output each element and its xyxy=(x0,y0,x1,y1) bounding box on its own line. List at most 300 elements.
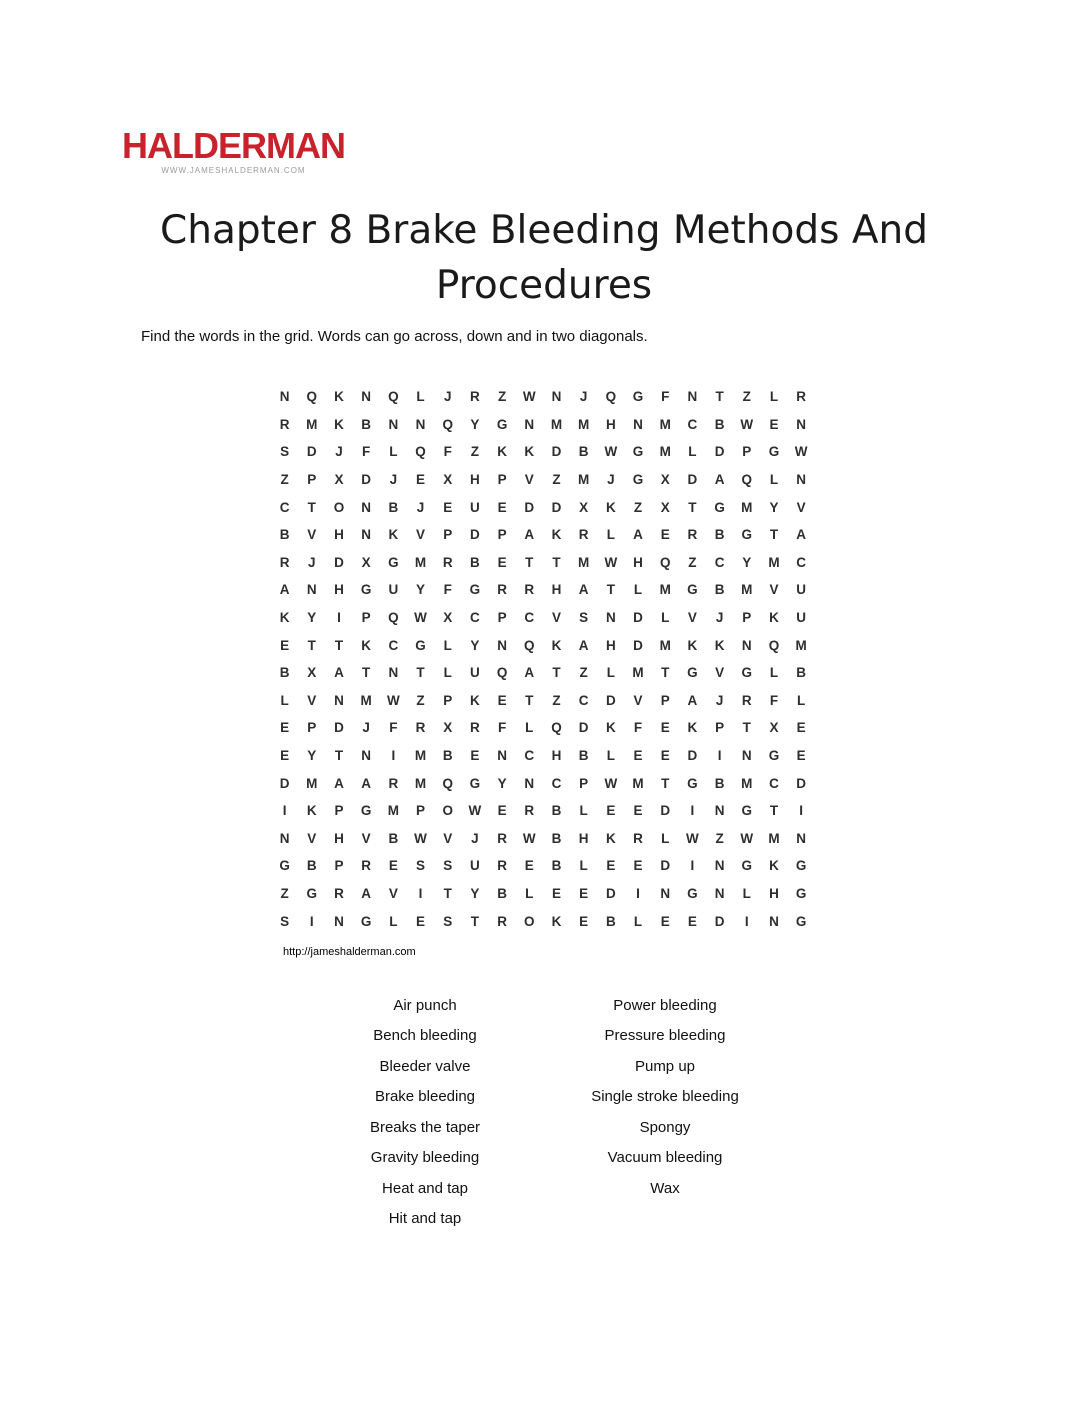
word-search-grid xyxy=(271,383,815,935)
word-list-item: Breaks the taper xyxy=(369,1118,481,1136)
grid-cell: G xyxy=(741,665,753,681)
grid-cell: K xyxy=(497,444,507,460)
grid-cell: Q xyxy=(605,389,617,405)
grid-cell: K xyxy=(334,389,344,405)
grid-cell: B xyxy=(551,830,562,846)
grid-cell: L xyxy=(606,748,615,764)
grid-cell: B xyxy=(279,527,290,543)
grid-cell: C xyxy=(796,554,807,570)
grid-cell: W xyxy=(794,444,808,460)
grid-cell: S xyxy=(280,913,290,929)
grid-cell: W xyxy=(604,775,618,791)
logo-text: HALDERMAN xyxy=(122,125,345,166)
grid-cell: E xyxy=(633,858,643,874)
word-list-right xyxy=(539,990,791,1204)
grid-cell: Z xyxy=(633,499,643,515)
grid-cell: I xyxy=(690,803,695,819)
grid-cell: Y xyxy=(416,582,426,598)
grid-cell: J xyxy=(715,610,724,626)
grid-cell: Q xyxy=(306,389,318,405)
grid-cell: A xyxy=(633,527,643,543)
grid-cell: R xyxy=(470,389,480,405)
grid-cell: F xyxy=(362,444,371,460)
grid-cell: M xyxy=(632,775,644,791)
grid-cell: E xyxy=(579,885,589,901)
grid-cell: T xyxy=(769,803,779,819)
grid-cell: L xyxy=(525,885,534,901)
grid-cell: B xyxy=(470,554,480,570)
grid-cell: K xyxy=(306,803,317,819)
grid-cell: L xyxy=(389,913,398,929)
grid-cell: K xyxy=(279,610,290,626)
grid-cell: L xyxy=(742,885,751,901)
grid-cell: Z xyxy=(552,692,561,708)
grid-cell: E xyxy=(524,858,534,874)
grid-cell: G xyxy=(687,775,698,791)
grid-cell: E xyxy=(470,748,480,764)
grid-cell: I xyxy=(418,885,423,901)
grid-cell: L xyxy=(633,582,643,598)
grid-cell: V xyxy=(715,665,725,681)
grid-cell: D xyxy=(524,499,535,515)
grid-cell: T xyxy=(362,665,371,681)
grid-cell: V xyxy=(361,830,371,846)
grid-cell: K xyxy=(605,830,616,846)
grid-cell: L xyxy=(443,637,452,653)
grid-cell: E xyxy=(660,748,670,764)
grid-cell: G xyxy=(768,748,780,764)
grid-cell: P xyxy=(497,527,507,543)
grid-cell: N xyxy=(497,637,507,653)
grid-cell: M xyxy=(578,472,590,488)
grid-cell: A xyxy=(796,527,807,543)
grid-cell: G xyxy=(632,444,644,460)
grid-cell: T xyxy=(742,720,751,736)
grid-cell: R xyxy=(796,389,807,405)
grid-cell: W xyxy=(468,803,482,819)
grid-cell: J xyxy=(715,692,724,708)
grid-cell: F xyxy=(661,389,670,405)
grid-cell: N xyxy=(741,637,752,653)
grid-cell: K xyxy=(551,637,562,653)
grid-cell: L xyxy=(797,692,806,708)
grid-cell: G xyxy=(632,472,644,488)
grid-cell: R xyxy=(741,692,752,708)
grid-cell: Q xyxy=(741,472,753,488)
grid-cell: X xyxy=(307,665,317,681)
grid-cell: S xyxy=(443,913,453,929)
grid-cell: Z xyxy=(715,830,724,846)
grid-cell: F xyxy=(389,720,398,736)
word-list-item: Bench bleeding xyxy=(373,1027,477,1045)
grid-cell: I xyxy=(744,913,749,929)
grid-cell: Z xyxy=(688,554,697,570)
grid-cell: U xyxy=(388,582,399,598)
word-list-item: Vacuum bleeding xyxy=(607,1149,723,1167)
grid-cell: G xyxy=(360,803,372,819)
grid-cell: T xyxy=(552,554,561,570)
grid-cell: E xyxy=(687,913,697,929)
grid-cell: G xyxy=(388,554,399,570)
grid-cell: N xyxy=(714,858,725,874)
grid-cell: H xyxy=(551,582,562,598)
grid-cell: N xyxy=(388,416,399,432)
grid-cell: P xyxy=(361,610,371,626)
grid-cell: V xyxy=(388,885,398,901)
grid-cell: N xyxy=(497,748,507,764)
logo-subtext: WWW.JAMESHALDERMAN.COM xyxy=(161,166,306,175)
grid-cell: Y xyxy=(470,885,480,901)
grid-cell: C xyxy=(524,748,535,764)
grid-cell: M xyxy=(659,416,671,432)
grid-cell: K xyxy=(551,913,562,929)
word-list-item: Spongy xyxy=(639,1118,691,1136)
grid-cell: X xyxy=(361,554,371,570)
grid-cell: L xyxy=(443,665,452,681)
grid-cell: X xyxy=(660,472,670,488)
grid-cell: I xyxy=(309,913,314,929)
grid-cell: S xyxy=(579,610,589,626)
grid-cell: Y xyxy=(497,775,507,791)
grid-cell: F xyxy=(633,720,643,736)
grid-cell: Q xyxy=(442,775,453,791)
word-list-item: Pressure bleeding xyxy=(604,1027,726,1045)
grid-cell: H xyxy=(334,830,344,846)
grid-cell: Z xyxy=(742,389,751,405)
grid-cell: M xyxy=(795,637,807,653)
grid-cell: J xyxy=(335,444,343,460)
grid-cell: N xyxy=(633,416,643,432)
grid-cell: J xyxy=(362,720,370,736)
grid-cell: P xyxy=(416,803,426,819)
grid-cell: G xyxy=(469,775,481,791)
grid-cell: N xyxy=(361,499,372,515)
grid-cell: X xyxy=(334,472,344,488)
grid-cell: D xyxy=(605,885,616,901)
grid-cell: K xyxy=(470,692,480,708)
grid-cell: R xyxy=(497,858,507,874)
grid-cell: B xyxy=(796,665,807,681)
grid-cell: R xyxy=(687,527,698,543)
grid-cell: C xyxy=(769,775,779,791)
grid-cell: N xyxy=(769,913,779,929)
grid-cell: F xyxy=(497,720,507,736)
grid-cell: B xyxy=(714,582,725,598)
grid-cell: M xyxy=(741,499,753,515)
grid-cell: J xyxy=(308,554,316,570)
grid-cell: R xyxy=(524,582,535,598)
grid-cell: U xyxy=(470,665,480,681)
grid-cell: G xyxy=(687,885,698,901)
grid-cell: L xyxy=(389,444,398,460)
grid-cell: P xyxy=(742,610,752,626)
grid-cell: G xyxy=(469,582,481,598)
grid-cell: E xyxy=(606,803,616,819)
grid-cell: K xyxy=(687,637,698,653)
grid-cell: V xyxy=(307,830,317,846)
grid-cell: T xyxy=(416,665,425,681)
grid-cell: V xyxy=(796,499,806,515)
grid-cell: D xyxy=(633,637,643,653)
grid-cell: I xyxy=(717,748,722,764)
grid-cell: R xyxy=(633,830,643,846)
grid-cell: H xyxy=(769,885,779,901)
grid-cell: D xyxy=(470,527,480,543)
grid-cell: X xyxy=(769,720,779,736)
grid-cell: S xyxy=(416,858,426,874)
grid-cell: C xyxy=(551,775,562,791)
grid-cell: H xyxy=(633,554,643,570)
grid-cell: D xyxy=(714,913,725,929)
grid-cell: O xyxy=(524,913,535,929)
grid-cell: H xyxy=(470,472,480,488)
grid-cell: A xyxy=(361,885,372,901)
grid-cell: N xyxy=(334,692,344,708)
grid-cell: M xyxy=(306,416,318,432)
grid-cell: W xyxy=(386,692,400,708)
grid-cell: D xyxy=(660,858,671,874)
grid-cell: E xyxy=(606,858,616,874)
grid-cell: I xyxy=(337,610,341,626)
grid-cell: L xyxy=(606,665,615,681)
grid-cell: W xyxy=(522,830,536,846)
grid-cell: A xyxy=(524,665,535,681)
grid-cell: A xyxy=(524,527,535,543)
grid-cell: N xyxy=(361,748,372,764)
grid-cell: M xyxy=(659,582,671,598)
grid-cell: L xyxy=(579,803,588,819)
grid-cell: N xyxy=(714,803,725,819)
grid-cell: V xyxy=(307,692,317,708)
source-url-link[interactable]: http://jameshalderman.com xyxy=(283,946,416,958)
grid-cell: B xyxy=(578,444,589,460)
grid-cell: G xyxy=(632,389,644,405)
grid-cell: V xyxy=(551,610,561,626)
grid-cell: W xyxy=(522,389,536,405)
grid-cell: L xyxy=(769,472,779,488)
grid-cell: E xyxy=(579,913,589,929)
grid-cell: P xyxy=(307,720,317,736)
grid-cell: E xyxy=(551,885,561,901)
grid-cell: E xyxy=(633,803,643,819)
grid-cell: K xyxy=(551,527,562,543)
grid-cell: Q xyxy=(659,554,671,570)
grid-cell: X xyxy=(443,610,453,626)
grid-cell: E xyxy=(796,720,806,736)
grid-cell: A xyxy=(361,775,372,791)
grid-cell: N xyxy=(524,416,535,432)
grid-cell: N xyxy=(415,416,426,432)
grid-cell: A xyxy=(578,637,589,653)
grid-cell: D xyxy=(687,748,698,764)
grid-cell: H xyxy=(551,748,562,764)
grid-cell: A xyxy=(334,665,344,681)
grid-cell: L xyxy=(633,913,643,929)
grid-cell: E xyxy=(280,637,290,653)
grid-cell: G xyxy=(795,885,807,901)
grid-cell: J xyxy=(579,389,588,405)
grid-cell: N xyxy=(361,389,372,405)
grid-cell: E xyxy=(280,748,290,764)
grid-cell: S xyxy=(443,858,453,874)
grid-cell: G xyxy=(741,803,753,819)
grid-cell: K xyxy=(361,637,372,653)
grid-cell: W xyxy=(414,830,427,846)
grid-cell: J xyxy=(416,499,425,515)
grid-cell: R xyxy=(470,720,480,736)
grid-cell: P xyxy=(579,775,589,791)
grid-cell: E xyxy=(497,692,507,708)
word-list-item: Wax xyxy=(650,1179,680,1197)
grid-cell: C xyxy=(687,416,698,432)
grid-cell: L xyxy=(280,692,289,708)
grid-cell: V xyxy=(687,610,697,626)
grid-cell: Y xyxy=(307,748,317,764)
word-list-left xyxy=(299,990,551,1234)
grid-cell: D xyxy=(334,554,344,570)
grid-cell: D xyxy=(687,472,698,488)
grid-cell: X xyxy=(443,472,453,488)
grid-cell: V xyxy=(443,830,453,846)
grid-cell: W xyxy=(686,830,699,846)
grid-cell: R xyxy=(388,775,399,791)
grid-cell: E xyxy=(497,803,507,819)
grid-cell: W xyxy=(740,416,754,432)
grid-cell: F xyxy=(769,692,779,708)
grid-cell: G xyxy=(415,637,426,653)
grid-cell: N xyxy=(796,472,807,488)
grid-cell: M xyxy=(360,692,372,708)
grid-cell: Y xyxy=(470,416,480,432)
word-list-item: Brake bleeding xyxy=(374,1088,476,1106)
grid-cell: H xyxy=(578,830,589,846)
grid-cell: C xyxy=(470,610,480,626)
grid-cell: D xyxy=(633,610,643,626)
grid-cell: E xyxy=(497,554,507,570)
grid-cell: B xyxy=(605,913,616,929)
grid-cell: N xyxy=(279,830,290,846)
grid-cell: B xyxy=(279,665,290,681)
grid-cell: Q xyxy=(768,637,780,653)
grid-cell: G xyxy=(687,665,698,681)
grid-cell: N xyxy=(714,885,725,901)
grid-cell: T xyxy=(525,692,534,708)
grid-cell: U xyxy=(796,582,807,598)
grid-cell: L xyxy=(769,665,779,681)
grid-cell: M xyxy=(578,554,590,570)
grid-cell: L xyxy=(688,444,697,460)
grid-cell: E xyxy=(416,913,426,929)
grid-cell: P xyxy=(307,472,317,488)
grid-cell: B xyxy=(388,830,399,846)
word-list-item: Power bleeding xyxy=(613,996,717,1014)
grid-cell: B xyxy=(551,858,562,874)
grid-cell: V xyxy=(416,527,426,543)
grid-cell: T xyxy=(443,885,452,901)
grid-cell: M xyxy=(768,554,780,570)
grid-cell: P xyxy=(660,692,670,708)
grid-cell: M xyxy=(659,637,671,653)
grid-cell: Z xyxy=(497,389,507,405)
grid-cell: C xyxy=(388,637,399,653)
grid-cell: D xyxy=(796,775,807,791)
grid-cell: L xyxy=(606,527,615,543)
grid-cell: K xyxy=(769,610,779,626)
grid-cell: T xyxy=(606,582,615,598)
grid-cell: C xyxy=(279,499,290,515)
grid-cell: O xyxy=(442,803,453,819)
grid-cell: N xyxy=(551,389,562,405)
grid-cell: E xyxy=(660,720,670,736)
grid-cell: T xyxy=(470,913,480,929)
grid-cell: B xyxy=(442,748,453,764)
grid-cell: J xyxy=(443,389,452,405)
grid-cell: E xyxy=(796,748,806,764)
grid-cell: E xyxy=(388,858,398,874)
title-line-2: Procedures xyxy=(435,263,653,308)
grid-cell: L xyxy=(661,610,670,626)
grid-cell: G xyxy=(795,858,807,874)
grid-cell: R xyxy=(442,554,453,570)
grid-cell: R xyxy=(497,830,507,846)
grid-cell: D xyxy=(551,499,562,515)
grid-cell: Z xyxy=(416,692,425,708)
grid-cell: W xyxy=(414,610,427,626)
grid-cell: R xyxy=(361,858,372,874)
grid-cell: R xyxy=(497,582,507,598)
grid-cell: M xyxy=(659,444,671,460)
grid-cell: N xyxy=(361,527,372,543)
grid-cell: A xyxy=(334,775,344,791)
grid-cell: C xyxy=(524,610,535,626)
grid-cell: L xyxy=(661,830,670,846)
grid-cell: G xyxy=(306,885,318,901)
grid-cell: T xyxy=(334,748,344,764)
grid-cell: T xyxy=(307,499,316,515)
grid-cell: A xyxy=(279,582,290,598)
grid-cell: M xyxy=(414,748,427,764)
grid-cell: S xyxy=(280,444,290,460)
grid-cell: M xyxy=(578,416,590,432)
grid-cell: Q xyxy=(388,389,399,405)
grid-cell: N xyxy=(306,582,317,598)
grid-cell: M xyxy=(414,775,427,791)
grid-cell: T xyxy=(661,665,670,681)
grid-cell: W xyxy=(604,554,618,570)
grid-cell: D xyxy=(306,444,317,460)
word-list-item: Single stroke bleeding xyxy=(591,1088,739,1106)
grid-cell: U xyxy=(796,610,807,626)
grid-cell: E xyxy=(660,527,670,543)
grid-cell: K xyxy=(388,527,399,543)
grid-cell: K xyxy=(687,720,698,736)
grid-cell: R xyxy=(497,913,507,929)
grid-cell: I xyxy=(799,803,804,819)
grid-cell: N xyxy=(334,913,344,929)
grid-cell: J xyxy=(607,472,615,488)
grid-cell: B xyxy=(578,748,589,764)
grid-cell: N xyxy=(524,775,535,791)
grid-cell: X xyxy=(660,499,670,515)
grid-cell: Z xyxy=(470,444,480,460)
grid-cell: T xyxy=(661,775,670,791)
grid-cell: K xyxy=(334,416,344,432)
grid-cell: X xyxy=(579,499,589,515)
grid-cell: K xyxy=(605,720,616,736)
grid-cell: J xyxy=(471,830,479,846)
grid-cell: B xyxy=(306,858,317,874)
grid-cell: H xyxy=(334,582,344,598)
